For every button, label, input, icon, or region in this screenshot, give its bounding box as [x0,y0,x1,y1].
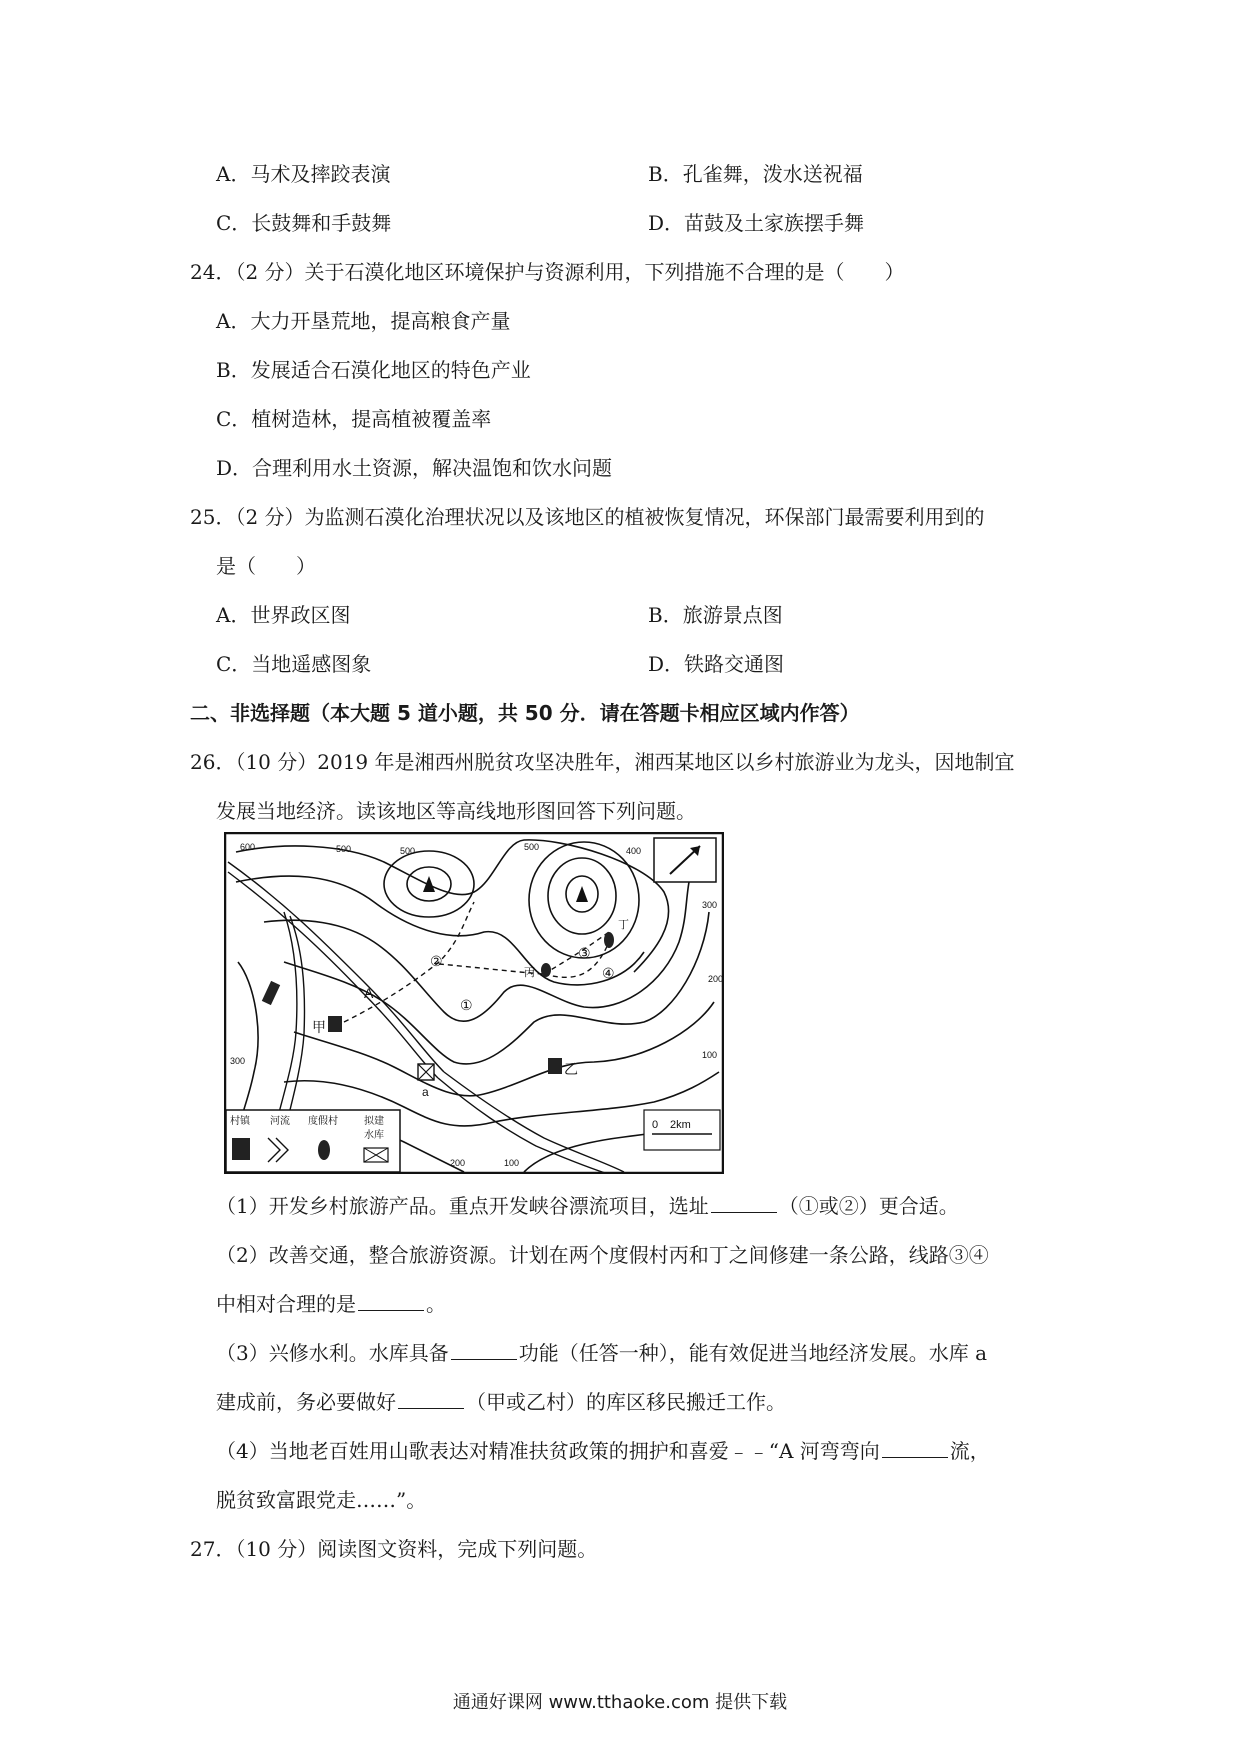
answer-blank[interactable] [398,1388,464,1409]
q26-part4-line2: 脱贫致富跟党走……”。 [216,1488,427,1512]
q27-stem: 27．（10 分）阅读图文资料，完成下列问题。 [190,1537,598,1561]
map-legend [226,1110,400,1172]
q23-option-d: D．苗鼓及土家族摆手舞 [648,211,865,235]
q26-stem-line1: 26．（10 分）2019 年是湘西州脱贫攻坚决胜年，湘西某地区以乡村旅游业为龙头，因地制宜 [190,750,1015,774]
q23-option-a: A．马术及摔跤表演 [216,162,391,186]
legend-reservoir-l1: 拟建 [364,1116,384,1127]
q26-part1 [216,1192,959,1220]
q26-part2-text: 中相对合理的是 [216,1292,356,1316]
legend-resort: 度假村 [308,1116,338,1127]
contour-label: 500 [400,846,416,856]
scale-distance: 2km [670,1119,691,1131]
q26-part1-text-end: （①或②）更合适。 [778,1194,959,1218]
contour-label: 500 [336,844,352,854]
village-icon [548,1058,562,1074]
q26-part4-line1 [216,1437,990,1465]
legend-resort-icon [318,1140,330,1160]
route-mark-1: ① [460,997,473,1013]
contour-label: 300 [702,900,718,910]
resort-icon [604,932,614,948]
river-label: A [364,985,374,1001]
q26-part2-line2 [216,1290,446,1318]
village-label-jia: 甲 [312,1019,326,1035]
q26-part4-text: （4）当地老百姓用山歌表达对精准扶贫政策的拥护和喜爱﹣﹣“A 河弯弯向 [216,1439,880,1463]
answer-blank[interactable] [711,1192,777,1213]
q26-part3-text2: 建成前，务必要做好 [216,1390,396,1414]
q26-part2-line1: （2）改善交通，整合旅游资源。计划在两个度假村丙和丁之间修建一条公路，线路③④ [216,1243,989,1267]
map-scale [644,1110,720,1150]
q26-part3-text: （3）兴修水利。水库具备 [216,1341,449,1365]
resort-label-ding: 丁 [618,919,629,931]
resort-label-bing: 丙 [524,967,535,979]
contour-label: 500 [524,842,540,852]
contour-label: 600 [240,842,256,852]
q26-part3-text-end: 功能（任答一种），能有效促进当地经济发展。水库 a [518,1341,988,1365]
reservoir-label: a [422,1085,429,1099]
q26-part3-text2-end: （甲或乙村）的库区移民搬迁工作。 [466,1390,786,1414]
answer-blank[interactable] [882,1437,948,1458]
q25-option-a: A．世界政区图 [216,603,351,627]
q26-part4-text-end: 流， [949,1439,990,1463]
legend-village-icon [232,1138,250,1160]
answer-blank[interactable] [451,1339,517,1360]
contour-label: 300 [230,1056,246,1066]
q24-option-d: D．合理利用水土资源，解决温饱和饮水问题 [216,456,613,480]
village-label-yi: 乙 [564,1061,578,1077]
q23-option-c: C．长鼓舞和手鼓舞 [216,211,392,235]
q24-option-c: C．植树造林，提高植被覆盖率 [216,407,492,431]
contour-label: 100 [702,1050,718,1060]
route-mark-4: ④ [602,965,615,981]
scale-zero: 0 [652,1119,659,1131]
village-icon [328,1016,342,1032]
q25-option-d: D．铁路交通图 [648,652,785,676]
contour-map [224,832,724,1174]
legend-reservoir-l2: 水库 [364,1130,384,1141]
q24-option-a: A．大力开垦荒地，提高粮食产量 [216,309,511,333]
contour-label: 200 [450,1158,466,1168]
q25-stem-line2: 是（ ） [216,554,316,578]
contour-label: 400 [626,846,642,856]
q25-stem-line1: 25．（2 分）为监测石漠化治理状况以及该地区的植被恢复情况，环保部门最需要利用到的 [190,505,985,529]
q25-option-c: C．当地遥感图象 [216,652,372,676]
contour-label: 200 [708,974,724,984]
route-mark-2: ② [430,953,443,969]
page-footer: 通通好课网 www.tthaoke.com 提供下载 [452,1692,788,1713]
q24-stem: 24．（2 分）关于石漠化地区环境保护与资源利用，下列措施不合理的是（ ） [190,260,905,284]
q26-part3-line2 [216,1388,786,1416]
contour-label: 100 [504,1158,520,1168]
q24-option-b: B．发展适合石漠化地区的特色产业 [216,358,531,382]
answer-blank[interactable] [358,1290,424,1311]
legend-river: 河流 [270,1116,290,1127]
q26-part3-line1 [216,1339,987,1367]
q26-stem-line2: 发展当地经济。读该地区等高线地形图回答下列问题。 [216,799,696,823]
q23-option-b: B．孔雀舞，泼水送祝福 [648,162,863,186]
q25-option-b: B．旅游景点图 [648,603,783,627]
q26-part2-text-end: 。 [426,1292,446,1316]
q26-part1-text: （1）开发乡村旅游产品。重点开发峡谷漂流项目，选址 [216,1194,709,1218]
route-mark-3: ③ [578,945,591,961]
reservoir-icon [418,1064,434,1080]
section-two-heading: 二、非选择题（本大题 5 道小题，共 50 分．请在答题卡相应区域内作答） [190,701,860,725]
resort-icon [541,963,551,977]
north-arrow-icon [654,838,716,882]
legend-village: 村镇 [230,1116,250,1127]
